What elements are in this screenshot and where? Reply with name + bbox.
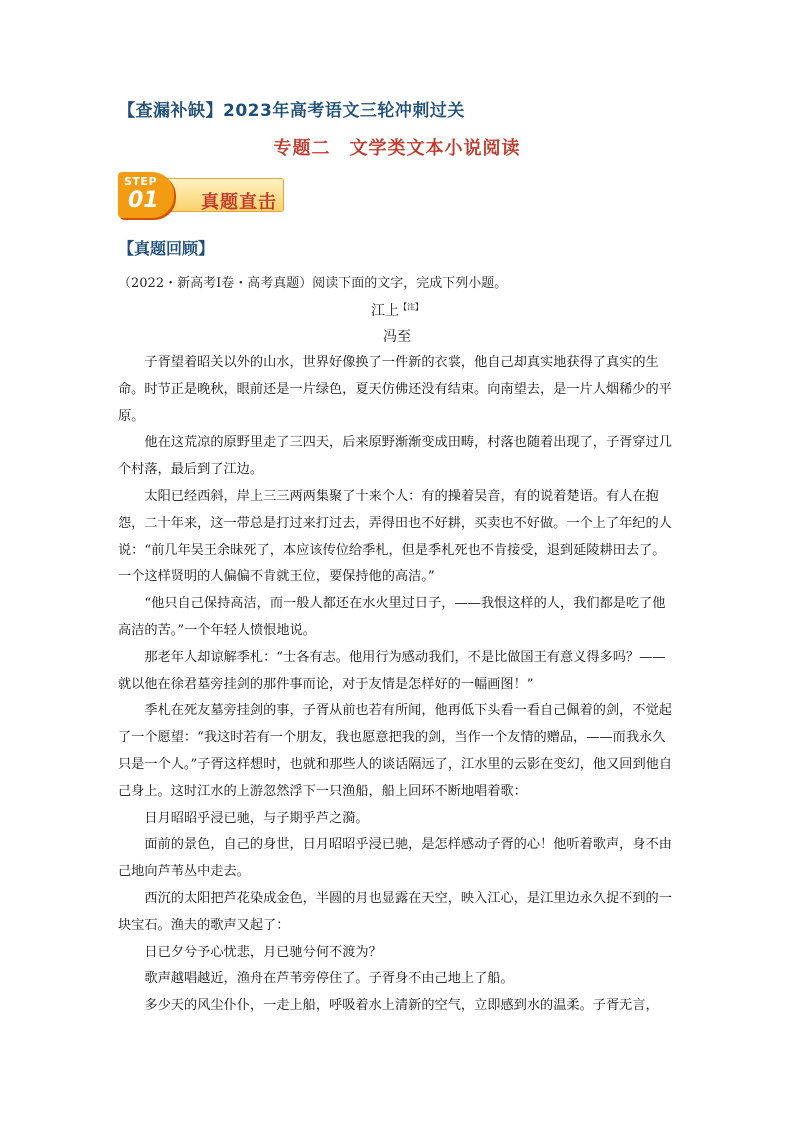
paragraph: 西沉的太阳把芦花染成金色，半圆的月也显露在天空，映入江心，是江里边永久捉不到的一块宝石。渔夫的歌声又起了： xyxy=(118,890,672,933)
paragraph: 子胥望着昭关以外的山水，世界好像换了一件新的衣裳，他自己却真实地获得了真实的生命。时节正是晚秋，眼前还是一片绿色，夏天仿佛还没有结束。向南望去，是一片人烟稀少的平原。 xyxy=(118,355,672,424)
paragraph: 面前的景色，自己的身世，日月昭昭乎浸已驰，是怎样感动子胥的心！他听着歌声，身不由己地向芦苇丛中走去。 xyxy=(118,837,672,880)
section-label: 【真题回顾】 xyxy=(118,239,215,258)
question-source: （2022・新高考Ⅰ卷・高考真题）阅读下面的文字，完成下列小题。 xyxy=(118,276,508,291)
document-header-title: 【查漏补缺】2023年高考语文三轮冲刺过关 xyxy=(118,101,465,121)
paragraph: 那老年人却谅解季札：“士各有志。他用行为感动我们，不是比做国王有意义得多吗？——就以他在徐君墓旁挂剑的那件事而论，对于友情是怎样好的一幅画图！” xyxy=(118,649,666,692)
paragraph: 季札在死友墓旁挂剑的事，子胥从前也若有所闻，他再低下头看一看自己佩着的剑，不觉起了一个愿望：“我这时若有一个朋友，我也愿意把我的剑，当作一个友情的赠品，——而我永久只是一个人。”子胥这样想时，也就和那些人的谈话隔远了，江水里的云影在变幻，他又回到他自己身上。这时江水的上游忽然浮下一只渔船，船上回环不断地唱着歌： xyxy=(118,703,673,799)
step-banner-label: 真题直击 xyxy=(201,192,277,213)
paragraph: 多少天的风尘仆仆，一走上船，呼吸着水上清新的空气，立即感到水的温柔。子胥无言， xyxy=(144,998,659,1014)
paragraph: 日已夕兮予心忧悲，月已驰兮何不渡为？ xyxy=(144,944,382,960)
story-author: 冯至 xyxy=(383,329,411,345)
step-badge xyxy=(118,172,288,218)
story-title xyxy=(0,300,794,320)
story-body xyxy=(118,350,678,1020)
story-title-text: 江上 xyxy=(371,303,399,319)
story-title-note: 【注】 xyxy=(399,302,423,312)
step-number: 01 xyxy=(128,188,159,213)
paragraph: 太阳已经西斜，岸上三三两两集聚了十来个人：有的操着吴音，有的说着楚语。有人在抱怨，二十年来，这一带总是打过来打过去，弄得田也不好耕，买卖也不好做。一个上了年纪的人说：“前几年吴王余昧死了，本应该传位给季札，但是季札死也不肯接受，退到延陵耕田去了。一个这样贤明的人偏偏不肯就王位，要保持他的高洁。” xyxy=(118,488,672,585)
paragraph: 日月昭昭乎浸已驰，与子期乎芦之漪。 xyxy=(144,810,369,826)
topic-title: 专题二 文学类文本小说阅读 xyxy=(273,138,521,159)
paragraph: “他只自己保持高洁，而一般人都还在水火里过日子，——我恨这样的人，我们都是吃了他高洁的苦。”一个年轻人愤恨地说。 xyxy=(118,596,666,638)
paragraph: 歌声越唱越近，渔舟在芦苇旁停住了。子胥身不由己地上了船。 xyxy=(144,971,514,987)
paragraph: 他在这荒凉的原野里走了三四天，后来原野渐渐变成田畴，村落也随着出现了，子胥穿过几个村落，最后到了江边。 xyxy=(118,435,672,478)
step-number-tab xyxy=(118,172,174,218)
step-word: STEP xyxy=(124,175,158,188)
